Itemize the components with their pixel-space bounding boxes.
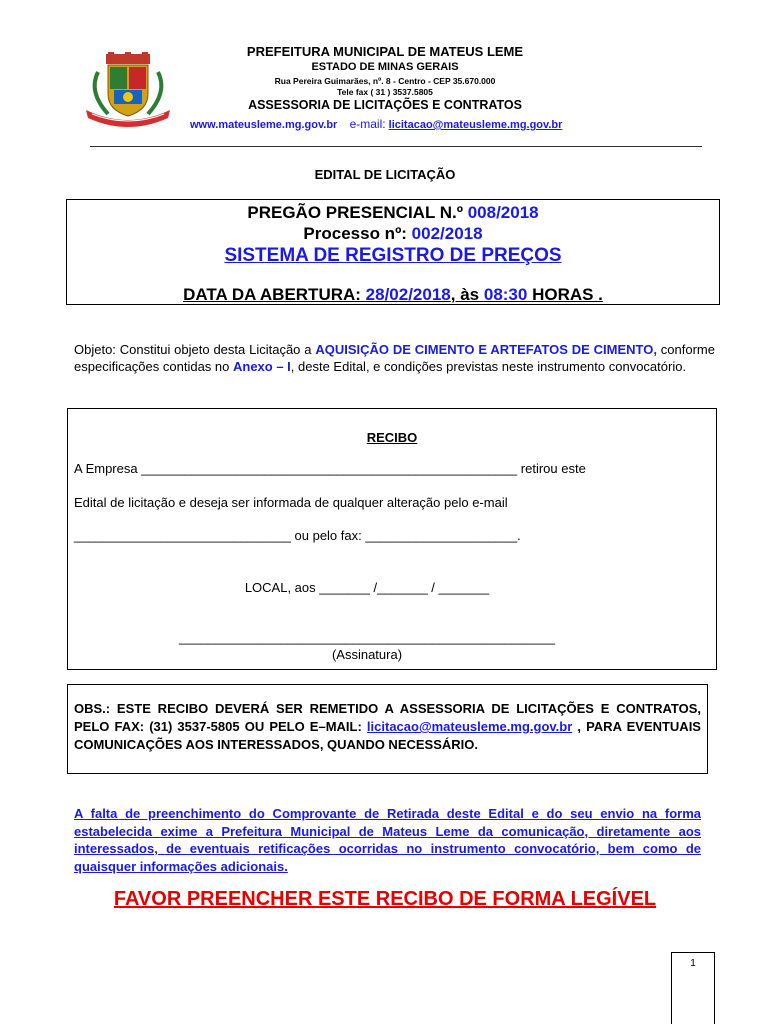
opening-time: 08:30 [483,285,528,304]
obs-text-1: OBS.: ESTE RECIBO DEVERÁ SER REMETIDO A ASSESSORIA DE LICITAÇÕES E CONTRATOS, PELO FAX: (31) 3537-5805 OU PELO E–MAIL: [74,701,701,734]
edital-email-text: Edital de licitação e deseja ser informada de qualquer alteração pelo e-mail [74,495,508,510]
objeto-highlight-1: AQUISIÇÃO DE CIMENTO E ARTEFATOS DE CIMENTO, [315,342,657,357]
objeto-paragraph [74,341,715,375]
header-contact [190,117,610,131]
header-phone: Tele fax ( 31 ) 3537.5805 [337,87,433,97]
municipal-crest-icon [78,52,178,128]
recibo-title: RECIBO [366,430,418,445]
aviso-paragraph: A falta de preenchimento do Comprovante de Retirada deste Edital e do seu envio na forma estabelecida exime a Prefeitura Municipal de Mateus Leme da comunicação, diretamente aos interessados, de eventuais retificações ocorridas no instrumento convocatório, bem como de quaisquer informações adicionais. [74,806,701,874]
obs-text-2: , PARA EVENTUAIS COMUNICAÇÕES AOS INTERESSADOS, QUANDO NECESSÁRIO. [74,719,701,752]
signature-field[interactable]: ____________________________________________________ [179,630,555,645]
header-department: ASSESSORIA DE LICITAÇÕES E CONTRATOS [248,98,522,112]
objeto-text-3: , deste Edital, e condições previstas neste instrumento convocatório. [290,359,687,374]
header-address: Rua Pereira Guimarães, nº. 8 - Centro - CEP 35.670.000 [274,76,496,86]
email-fax-field[interactable]: ______________________________ ou pelo fax: _____________________. [74,528,521,543]
objeto-text-2: conforme especificações contidas no [74,342,715,374]
header-city: PREFEITURA MUNICIPAL DE MATEUS LEME [246,44,524,59]
opening-date-heading [66,285,720,305]
local-date-field[interactable]: LOCAL, aos _______ /_______ / _______ [244,580,490,595]
legibility-notice: FAVOR PREENCHER ESTE RECIBO DE FORMA LEGÍVEL [113,888,657,910]
opening-mid: , às [450,285,484,304]
header-divider [90,146,702,147]
opening-date: 28/02/2018 [365,285,451,304]
empresa-field[interactable]: A Empresa ____________________________________________________ retirou este [74,461,586,476]
system-heading: SISTEMA DE REGISTRO DE PREÇOS [224,245,562,266]
email-label: e-mail: [349,117,386,131]
processo-heading [66,224,720,244]
pregao-number: 008/2018 [467,203,539,222]
processo-number: 002/2018 [411,224,483,243]
pregao-heading [66,203,720,223]
website-link[interactable]: www.mateusleme.mg.gov.br [190,119,338,131]
objeto-highlight-2: Anexo – I [232,359,291,374]
signature-label: (Assinatura) [331,647,403,662]
opening-prefix: DATA DA ABERTURA: [183,285,366,304]
header-state: ESTADO DE MINAS GERAIS [311,61,459,73]
edital-title: EDITAL DE LICITAÇÃO [314,167,456,182]
processo-prefix: Processo nº: [303,224,412,243]
pregao-prefix: PREGÃO PRESENCIAL N.º [247,203,468,222]
objeto-text-1: Objeto: Constitui objeto desta Licitação a [74,342,316,357]
obs-paragraph [74,700,701,754]
page-number: 1 [690,958,696,969]
obs-email-link[interactable]: licitacao@mateusleme.mg.gov.br [366,719,573,734]
opening-suffix: HORAS . [527,285,603,304]
email-link[interactable]: licitacao@mateusleme.mg.gov.br [388,119,563,131]
